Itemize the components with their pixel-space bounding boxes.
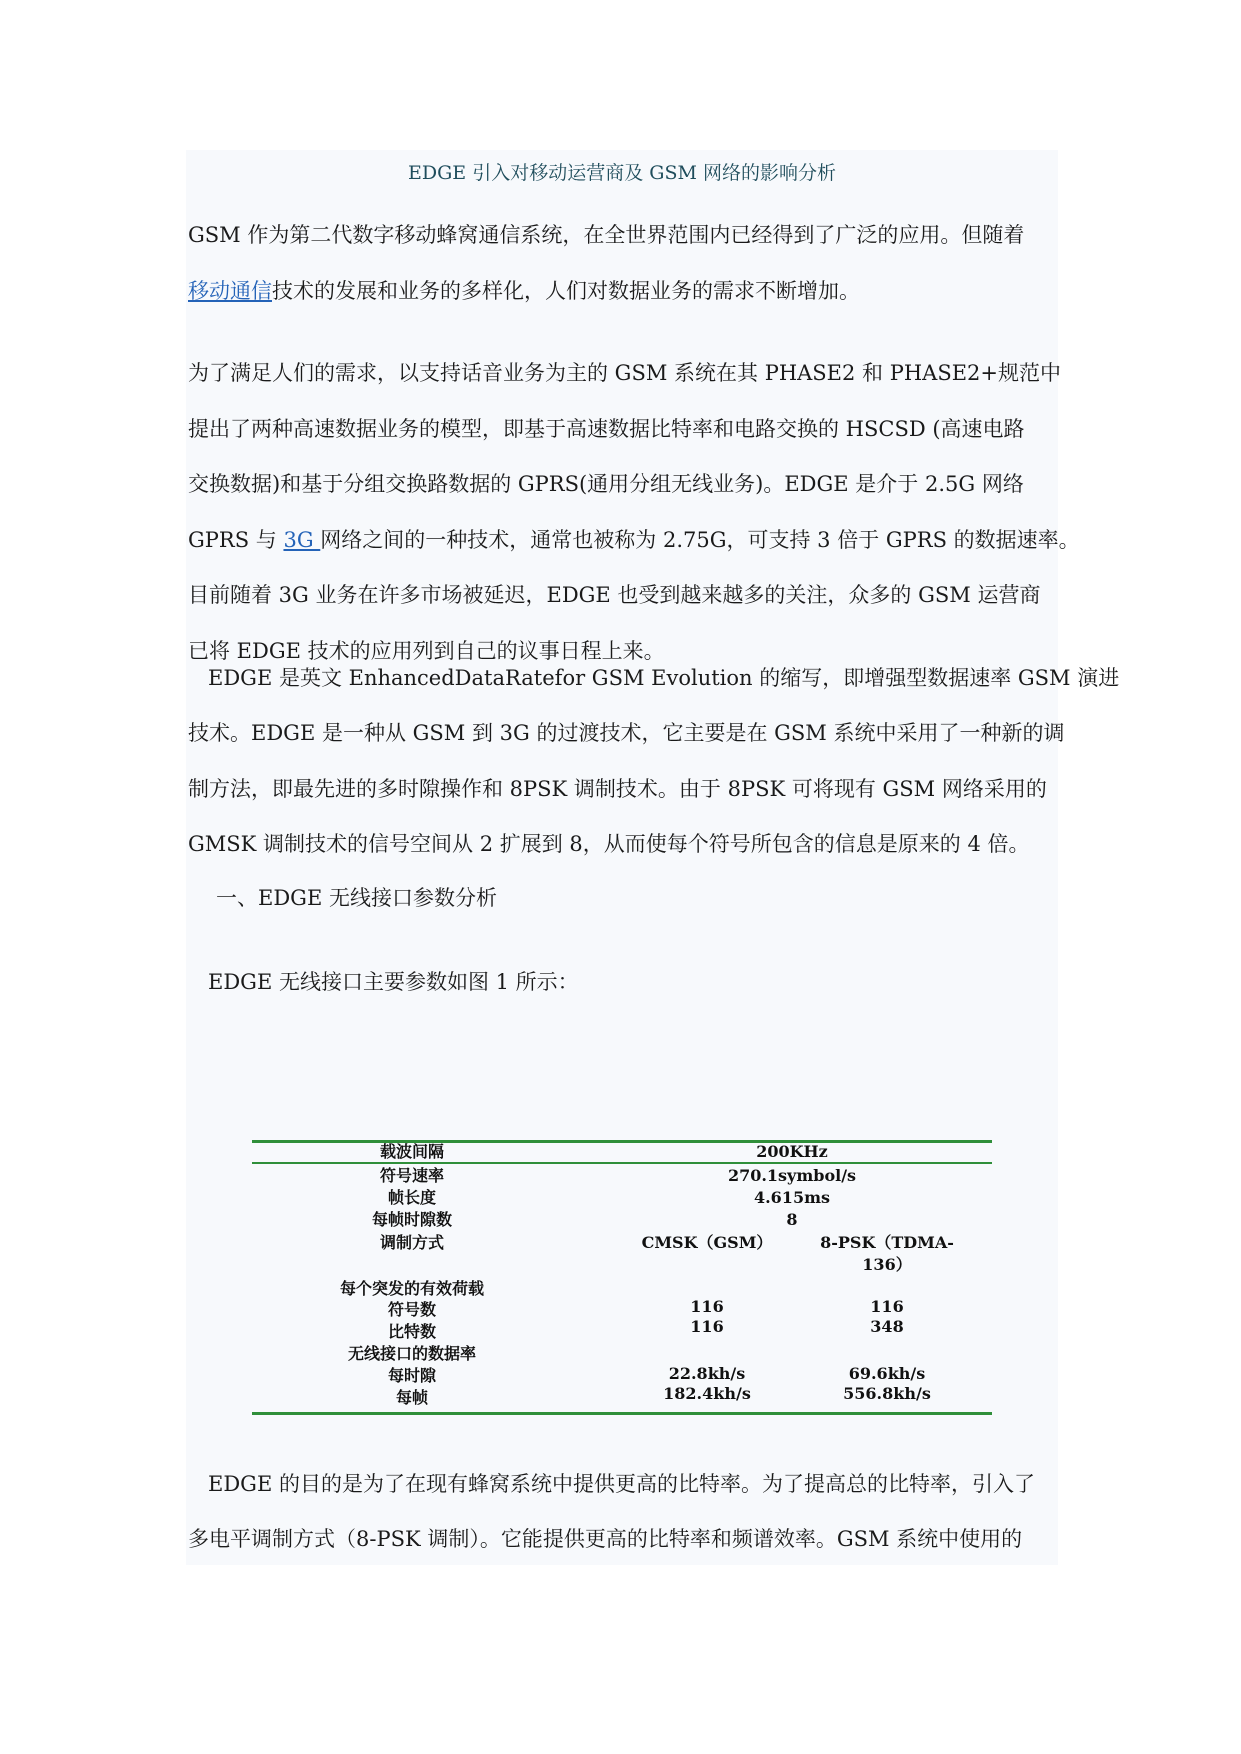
- table-value: CMSK（GSM）: [641, 1233, 773, 1252]
- paragraph-edge-definition: [188, 651, 1120, 707]
- table-value: 182.4kh/s: [663, 1384, 751, 1403]
- section-heading: 一、EDGE 无线接口参数分析: [216, 886, 497, 910]
- table-label: 载波间隔: [379, 1142, 444, 1161]
- paragraph-line: GMSK 调制技术的信号空间从 2 扩展到 8，从而使每个符号所包含的信息是原来的 4 倍。: [188, 832, 1030, 856]
- document-page: [186, 150, 1120, 1565]
- paragraph-line: 提出了两种高速数据业务的模型，即基于高速数据比特率和电路交换的 HSCSD (高速电路: [188, 416, 1025, 441]
- 3g-link[interactable]: 3G: [283, 527, 321, 552]
- table-label: 调制方式: [379, 1233, 444, 1252]
- paragraph-line: 已将 EDGE 技术的应用列到自己的议事日程上来。: [188, 638, 665, 663]
- table-value: 116: [690, 1317, 724, 1336]
- table-label: 每帧时隙数: [371, 1210, 452, 1229]
- paragraph-gsm-data: [188, 346, 1080, 679]
- paragraph-intro: [188, 208, 1064, 319]
- paragraph-line: 为了满足人们的需求，以支持话音业务为主的 GSM 系统在其 PHASE2 和 PHASE2+规范中: [188, 361, 1062, 385]
- paragraph-edge-definition-cont: [188, 706, 1064, 873]
- paragraph-line: EDGE 的目的是为了在现有蜂窝系统中提供更高的比特率。为了提高总的比特率，引入了: [208, 1472, 1035, 1496]
- document-title: EDGE 引入对移动运营商及 GSM 网络的影响分析: [408, 162, 836, 184]
- table-value: 270.1symbol/s: [727, 1166, 857, 1185]
- paragraph-line: 技术。EDGE 是一种从 GSM 到 3G 的过渡技术，它主要是在 GSM 系统中采用了一种新的调: [188, 721, 1065, 745]
- table-label: 无线接口的数据率: [347, 1344, 476, 1363]
- table-value: 348: [870, 1317, 904, 1336]
- paragraph-text: GPRS 与: [188, 527, 284, 552]
- mobile-communication-link[interactable]: 移动通信: [188, 278, 272, 303]
- table-value: 8-PSK（TDMA-: [820, 1233, 954, 1252]
- table-value: 136）: [862, 1255, 912, 1274]
- paragraph-edge-purpose: [188, 1457, 1084, 1513]
- paragraph-line: 目前随着 3G 业务在许多市场被延迟，EDGE 也受到越来越多的关注，众多的 GSM 运营商: [188, 583, 1041, 607]
- table-value: 8: [786, 1210, 798, 1229]
- paragraph-line: GSM 作为第二代数字移动蜂窝通信系统，在全世界范围内已经得到了广泛的应用。但随着: [188, 223, 1025, 247]
- edge-parameter-table: [252, 1140, 992, 1416]
- table-value: 69.6kh/s: [848, 1364, 926, 1383]
- table-label: 符号速率: [379, 1166, 444, 1185]
- table-value: 22.8kh/s: [668, 1364, 746, 1383]
- table-value: 116: [690, 1297, 724, 1316]
- table-value: 200KHz: [756, 1142, 828, 1161]
- paragraph-line: 多电平调制方式（8-PSK 调制）。它能提供更高的比特率和频谱效率。GSM 系统中使用的: [188, 1527, 1023, 1551]
- table-label: 符号数: [387, 1300, 436, 1319]
- table-value: 556.8kh/s: [843, 1384, 931, 1403]
- table-bottom-rule: [252, 1412, 992, 1415]
- paragraph-line: 制方法，即最先进的多时隙操作和 8PSK 调制技术。由于 8PSK 可将现有 GSM 网络采用的: [188, 776, 1047, 801]
- table-value: 116: [870, 1297, 904, 1316]
- table-label: 每时隙: [387, 1366, 436, 1385]
- paragraph-line: EDGE 是英文 EnhancedDataRatefor GSM Evolution 的缩写，即增强型数据速率 GSM 演进: [208, 666, 1120, 690]
- paragraph-text: 网络之间的一种技术，通常也被称为 2.75G，可支持 3 倍于 GPRS 的数据速率。: [320, 527, 1080, 552]
- table-header-rule: [252, 1162, 992, 1164]
- paragraph-line: 交换数据)和基于分组交换路数据的 GPRS(通用分组无线业务)。EDGE 是介于 2.5G 网络: [188, 472, 1024, 496]
- paragraph-edge-purpose-cont: [188, 1512, 1064, 1568]
- paragraph-line: [188, 264, 1064, 320]
- paragraph-figure-intro: EDGE 无线接口主要参数如图 1 所示：: [208, 970, 579, 994]
- paragraph-text: 技术的发展和业务的多样化，人们对数据业务的需求不断增加。: [272, 278, 860, 303]
- table-label: 每个突发的有效荷载: [339, 1279, 484, 1298]
- table-value: 4.615ms: [753, 1188, 831, 1207]
- table-label: 每帧: [395, 1388, 428, 1407]
- table-label: 比特数: [387, 1322, 436, 1341]
- table-label: 帧长度: [387, 1188, 436, 1207]
- paragraph-line: [188, 513, 1080, 569]
